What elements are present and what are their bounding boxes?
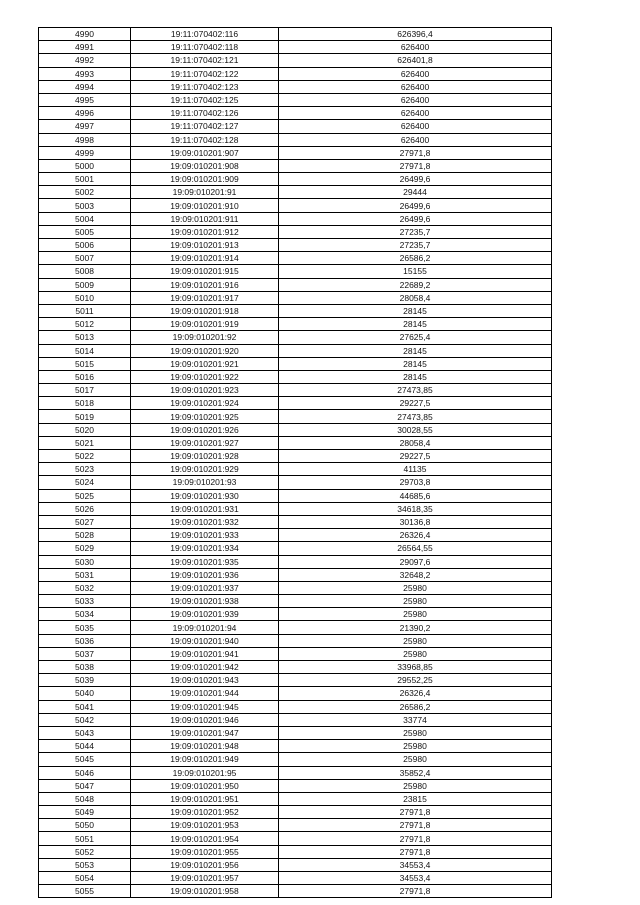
value-cell: 26586,2 [279,700,552,713]
cadastral-number-cell: 19:09:010201:91 [131,186,279,199]
row-number-cell: 5017 [39,384,131,397]
table-row [39,476,552,489]
cadastral-number-cell: 19:11:070402:125 [131,93,279,106]
row-number-cell: 5018 [39,397,131,410]
table-row [39,133,552,146]
row-number-cell: 5041 [39,700,131,713]
cadastral-number-cell: 19:09:010201:913 [131,239,279,252]
table-row [39,199,552,212]
cadastral-number-cell: 19:09:010201:943 [131,674,279,687]
row-number-cell: 5051 [39,832,131,845]
value-cell: 27473,85 [279,384,552,397]
cadastral-number-cell: 19:09:010201:908 [131,159,279,172]
value-cell: 34618,35 [279,502,552,515]
value-cell: 25980 [279,779,552,792]
cadastral-number-cell: 19:09:010201:949 [131,753,279,766]
value-cell: 27971,8 [279,159,552,172]
row-number-cell: 5000 [39,159,131,172]
cadastral-number-cell: 19:11:070402:123 [131,80,279,93]
row-number-cell: 4994 [39,80,131,93]
table-row [39,819,552,832]
table-row [39,304,552,317]
value-cell: 29444 [279,186,552,199]
table-row [39,450,552,463]
row-number-cell: 5005 [39,225,131,238]
table-row [39,674,552,687]
cadastral-number-cell: 19:09:010201:918 [131,304,279,317]
value-cell: 27625,4 [279,331,552,344]
table-row [39,832,552,845]
row-number-cell: 5027 [39,515,131,528]
table-row [39,700,552,713]
value-cell: 26564,55 [279,542,552,555]
value-cell: 32648,2 [279,568,552,581]
cadastral-number-cell: 19:11:070402:116 [131,28,279,41]
row-number-cell: 4991 [39,41,131,54]
cadastral-number-cell: 19:09:010201:910 [131,199,279,212]
value-cell: 28145 [279,318,552,331]
row-number-cell: 5021 [39,436,131,449]
table-row [39,357,552,370]
table-row [39,28,552,41]
row-number-cell: 5036 [39,634,131,647]
table-row [39,265,552,278]
value-cell: 26586,2 [279,252,552,265]
table-row [39,67,552,80]
value-cell: 28058,4 [279,291,552,304]
table-row [39,726,552,739]
table-row [39,186,552,199]
row-number-cell: 5015 [39,357,131,370]
table-row [39,173,552,186]
row-number-cell: 5050 [39,819,131,832]
row-number-cell: 5025 [39,489,131,502]
value-cell: 21390,2 [279,621,552,634]
table-row [39,634,552,647]
cadastral-number-cell: 19:09:010201:929 [131,463,279,476]
table-row [39,318,552,331]
cadastral-number-cell: 19:11:070402:118 [131,41,279,54]
value-cell: 25980 [279,726,552,739]
table-row [39,212,552,225]
cadastral-number-cell: 19:09:010201:952 [131,806,279,819]
value-cell: 25980 [279,581,552,594]
table-row [39,581,552,594]
table-row [39,661,552,674]
value-cell: 28145 [279,344,552,357]
value-cell: 29552,25 [279,674,552,687]
value-cell: 25980 [279,608,552,621]
cadastral-number-cell: 19:11:070402:128 [131,133,279,146]
value-cell: 15155 [279,265,552,278]
cadastral-number-cell: 19:09:010201:930 [131,489,279,502]
cadastral-number-cell: 19:09:010201:942 [131,661,279,674]
cadastral-number-cell: 19:09:010201:92 [131,331,279,344]
cadastral-number-cell: 19:09:010201:912 [131,225,279,238]
table-row [39,80,552,93]
row-number-cell: 4997 [39,120,131,133]
value-cell: 34553,4 [279,858,552,871]
table-row [39,766,552,779]
row-number-cell: 4990 [39,28,131,41]
value-cell: 27971,8 [279,146,552,159]
value-cell: 626400 [279,80,552,93]
cadastral-number-cell: 19:09:010201:915 [131,265,279,278]
row-number-cell: 5002 [39,186,131,199]
value-cell: 26326,4 [279,687,552,700]
row-number-cell: 5053 [39,858,131,871]
value-cell: 28145 [279,357,552,370]
cadastral-number-cell: 19:09:010201:923 [131,384,279,397]
value-cell: 27971,8 [279,819,552,832]
table-row [39,779,552,792]
row-number-cell: 4993 [39,67,131,80]
table-row [39,159,552,172]
row-number-cell: 5042 [39,713,131,726]
cadastral-number-cell: 19:09:010201:936 [131,568,279,581]
value-cell: 28145 [279,370,552,383]
row-number-cell: 4998 [39,133,131,146]
cadastral-number-cell: 19:11:070402:126 [131,107,279,120]
cadastral-number-cell: 19:09:010201:95 [131,766,279,779]
row-number-cell: 5040 [39,687,131,700]
table-row [39,489,552,502]
row-number-cell: 5004 [39,212,131,225]
cadastral-number-cell: 19:09:010201:928 [131,450,279,463]
row-number-cell: 5028 [39,529,131,542]
row-number-cell: 4995 [39,93,131,106]
value-cell: 29097,6 [279,555,552,568]
table-row [39,93,552,106]
row-number-cell: 5037 [39,647,131,660]
value-cell: 626400 [279,41,552,54]
cadastral-number-cell: 19:09:010201:922 [131,370,279,383]
table-row [39,885,552,898]
row-number-cell: 5022 [39,450,131,463]
row-number-cell: 5049 [39,806,131,819]
cadastral-number-cell: 19:09:010201:916 [131,278,279,291]
table-row [39,384,552,397]
table-row [39,515,552,528]
cadastral-number-cell: 19:09:010201:921 [131,357,279,370]
row-number-cell: 5006 [39,239,131,252]
cadastral-number-cell: 19:11:070402:127 [131,120,279,133]
table-row [39,687,552,700]
value-cell: 626400 [279,107,552,120]
table-row [39,608,552,621]
value-cell: 23815 [279,792,552,805]
cadastral-number-cell: 19:09:010201:932 [131,515,279,528]
value-cell: 22689,2 [279,278,552,291]
cadastral-number-cell: 19:09:010201:920 [131,344,279,357]
table-row [39,423,552,436]
cadastral-number-cell: 19:09:010201:957 [131,872,279,885]
row-number-cell: 5052 [39,845,131,858]
table-row [39,792,552,805]
value-cell: 27971,8 [279,885,552,898]
row-number-cell: 5054 [39,872,131,885]
table-row [39,502,552,515]
table-row [39,239,552,252]
table-row [39,858,552,871]
cadastral-number-cell: 19:09:010201:914 [131,252,279,265]
value-cell: 34553,4 [279,872,552,885]
value-cell: 35852,4 [279,766,552,779]
row-number-cell: 5047 [39,779,131,792]
cadastral-number-cell: 19:09:010201:907 [131,146,279,159]
value-cell: 26499,6 [279,212,552,225]
table-row [39,845,552,858]
row-number-cell: 5046 [39,766,131,779]
table-row [39,291,552,304]
table-row [39,410,552,423]
row-number-cell: 5034 [39,608,131,621]
row-number-cell: 5024 [39,476,131,489]
row-number-cell: 5029 [39,542,131,555]
row-number-cell: 5043 [39,726,131,739]
value-cell: 626400 [279,93,552,106]
data-table [38,27,552,898]
table-row [39,225,552,238]
value-cell: 26499,6 [279,173,552,186]
table-row [39,146,552,159]
row-number-cell: 5007 [39,252,131,265]
table-row [39,54,552,67]
value-cell: 25980 [279,634,552,647]
value-cell: 27971,8 [279,845,552,858]
table-body [39,28,552,898]
table-row [39,740,552,753]
table-row [39,621,552,634]
cadastral-number-cell: 19:09:010201:909 [131,173,279,186]
row-number-cell: 5012 [39,318,131,331]
value-cell: 26326,4 [279,529,552,542]
row-number-cell: 5011 [39,304,131,317]
row-number-cell: 5013 [39,331,131,344]
cadastral-number-cell: 19:09:010201:927 [131,436,279,449]
table-row [39,463,552,476]
table-row [39,107,552,120]
value-cell: 626396,4 [279,28,552,41]
table-row [39,647,552,660]
row-number-cell: 5008 [39,265,131,278]
row-number-cell: 5033 [39,595,131,608]
cadastral-number-cell: 19:09:010201:944 [131,687,279,700]
row-number-cell: 4999 [39,146,131,159]
table-row [39,595,552,608]
row-number-cell: 4992 [39,54,131,67]
value-cell: 25980 [279,595,552,608]
cadastral-number-cell: 19:09:010201:933 [131,529,279,542]
row-number-cell: 5010 [39,291,131,304]
row-number-cell: 5014 [39,344,131,357]
value-cell: 44685,6 [279,489,552,502]
cadastral-number-cell: 19:09:010201:941 [131,647,279,660]
cadastral-number-cell: 19:09:010201:948 [131,740,279,753]
row-number-cell: 5031 [39,568,131,581]
cadastral-number-cell: 19:09:010201:951 [131,792,279,805]
cadastral-number-cell: 19:09:010201:926 [131,423,279,436]
table-row [39,344,552,357]
value-cell: 27473,85 [279,410,552,423]
value-cell: 30136,8 [279,515,552,528]
value-cell: 27971,8 [279,832,552,845]
table-row [39,370,552,383]
cadastral-number-cell: 19:09:010201:925 [131,410,279,423]
row-number-cell: 5030 [39,555,131,568]
cadastral-number-cell: 19:09:010201:940 [131,634,279,647]
table-row [39,713,552,726]
row-number-cell: 5044 [39,740,131,753]
row-number-cell: 5045 [39,753,131,766]
table-row [39,872,552,885]
value-cell: 26499,6 [279,199,552,212]
value-cell: 33968,85 [279,661,552,674]
cadastral-number-cell: 19:09:010201:958 [131,885,279,898]
cadastral-number-cell: 19:09:010201:950 [131,779,279,792]
cadastral-number-cell: 19:09:010201:94 [131,621,279,634]
row-number-cell: 5038 [39,661,131,674]
cadastral-number-cell: 19:09:010201:947 [131,726,279,739]
cadastral-number-cell: 19:09:010201:911 [131,212,279,225]
value-cell: 27235,7 [279,239,552,252]
value-cell: 626400 [279,120,552,133]
table-row [39,397,552,410]
value-cell: 30028,55 [279,423,552,436]
value-cell: 28058,4 [279,436,552,449]
value-cell: 29227,5 [279,397,552,410]
value-cell: 29703,8 [279,476,552,489]
cadastral-number-cell: 19:09:010201:956 [131,858,279,871]
cadastral-number-cell: 19:11:070402:121 [131,54,279,67]
cadastral-number-cell: 19:09:010201:919 [131,318,279,331]
row-number-cell: 5003 [39,199,131,212]
table-row [39,252,552,265]
value-cell: 25980 [279,753,552,766]
row-number-cell: 5055 [39,885,131,898]
cadastral-number-cell: 19:09:010201:917 [131,291,279,304]
cadastral-number-cell: 19:09:010201:93 [131,476,279,489]
table-row [39,529,552,542]
cadastral-number-cell: 19:09:010201:935 [131,555,279,568]
table-row [39,120,552,133]
row-number-cell: 5032 [39,581,131,594]
cadastral-number-cell: 19:09:010201:946 [131,713,279,726]
row-number-cell: 5020 [39,423,131,436]
cadastral-number-cell: 19:09:010201:954 [131,832,279,845]
value-cell: 27235,7 [279,225,552,238]
cadastral-number-cell: 19:09:010201:955 [131,845,279,858]
cadastral-number-cell: 19:09:010201:924 [131,397,279,410]
cadastral-number-cell: 19:09:010201:937 [131,581,279,594]
value-cell: 29227,5 [279,450,552,463]
table-row [39,555,552,568]
cadastral-number-cell: 19:09:010201:931 [131,502,279,515]
cadastral-number-cell: 19:11:070402:122 [131,67,279,80]
table-row [39,436,552,449]
value-cell: 626400 [279,67,552,80]
table-row [39,753,552,766]
row-number-cell: 5035 [39,621,131,634]
value-cell: 25980 [279,647,552,660]
row-number-cell: 5016 [39,370,131,383]
cadastral-number-cell: 19:09:010201:945 [131,700,279,713]
row-number-cell: 4996 [39,107,131,120]
value-cell: 25980 [279,740,552,753]
row-number-cell: 5019 [39,410,131,423]
table-row [39,806,552,819]
row-number-cell: 5026 [39,502,131,515]
row-number-cell: 5023 [39,463,131,476]
cadastral-number-cell: 19:09:010201:953 [131,819,279,832]
table-row [39,331,552,344]
cadastral-number-cell: 19:09:010201:939 [131,608,279,621]
value-cell: 28145 [279,304,552,317]
row-number-cell: 5009 [39,278,131,291]
table-row [39,542,552,555]
table-row [39,278,552,291]
value-cell: 27971,8 [279,806,552,819]
value-cell: 33774 [279,713,552,726]
table-row [39,41,552,54]
row-number-cell: 5001 [39,173,131,186]
value-cell: 626401,8 [279,54,552,67]
cadastral-number-cell: 19:09:010201:934 [131,542,279,555]
table-row [39,568,552,581]
value-cell: 626400 [279,133,552,146]
value-cell: 41135 [279,463,552,476]
row-number-cell: 5039 [39,674,131,687]
row-number-cell: 5048 [39,792,131,805]
cadastral-number-cell: 19:09:010201:938 [131,595,279,608]
